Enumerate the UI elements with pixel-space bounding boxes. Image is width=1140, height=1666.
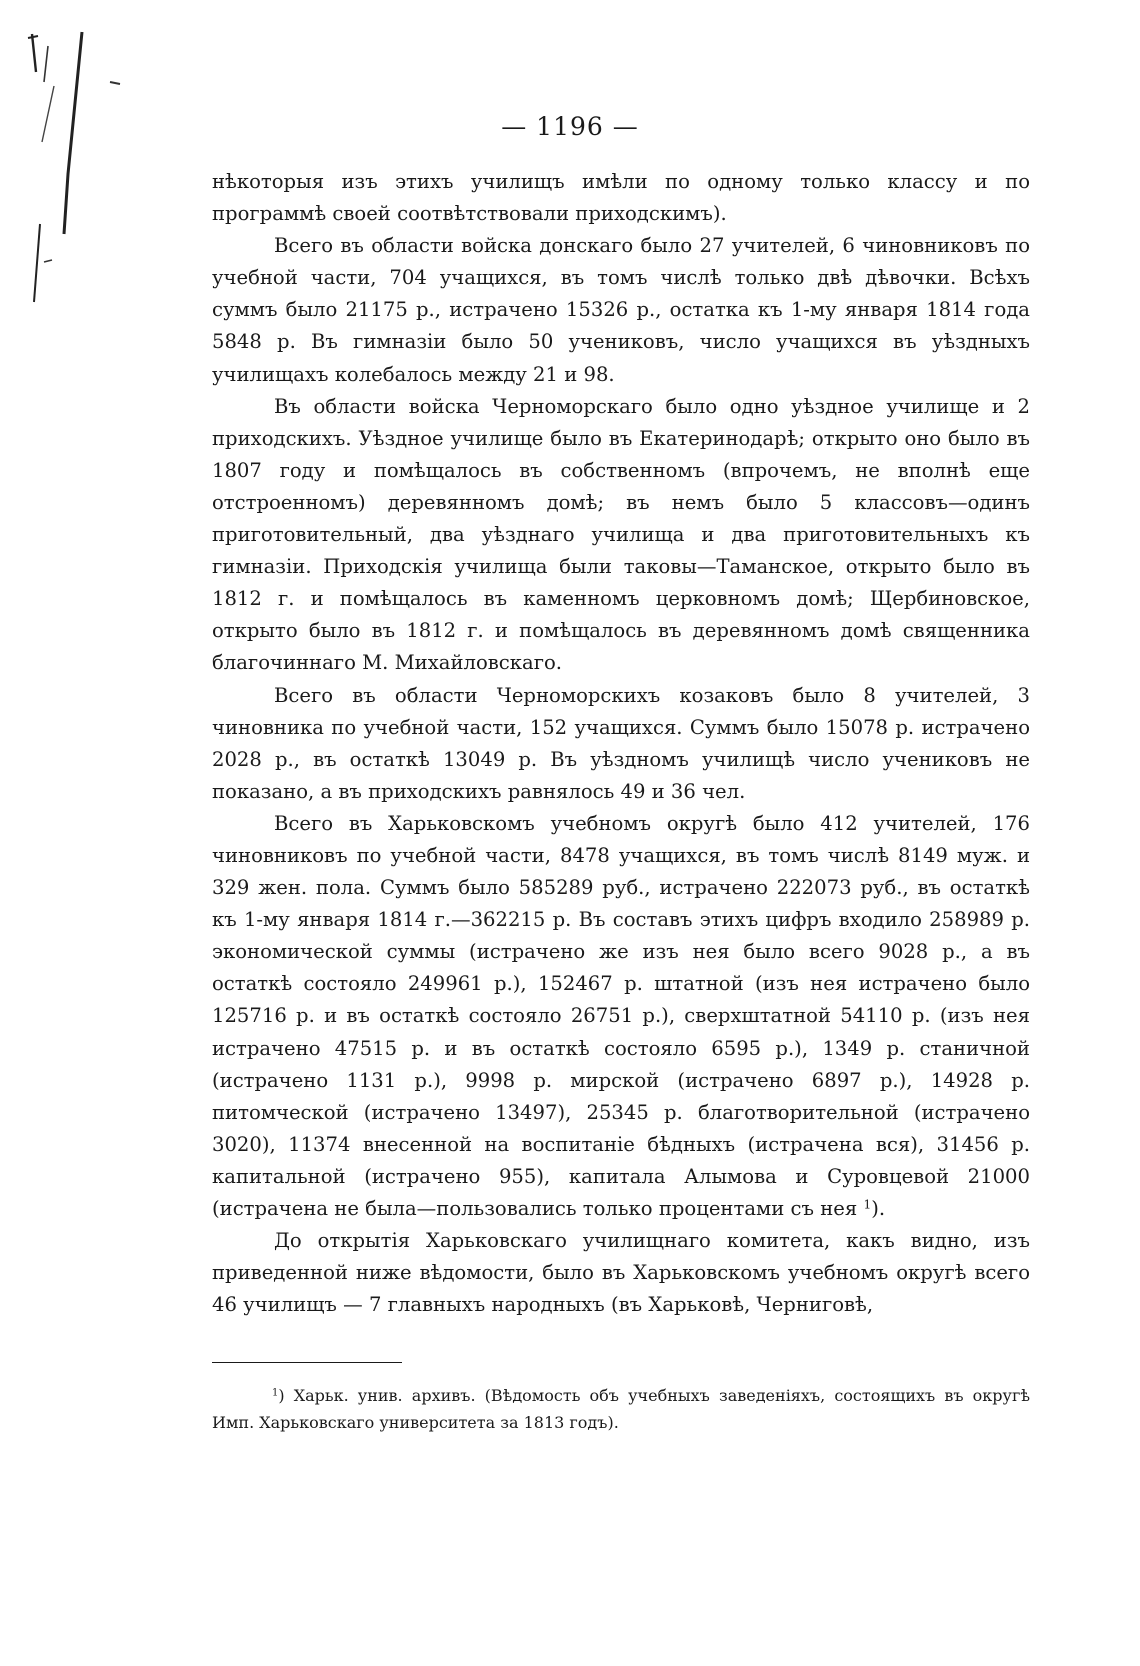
paragraph: Всего въ области войска донскаго было 27 учителей, 6 чиновниковъ по учебной части, 704 учащихся, въ томъ числѣ только двѣ дѣвочки. Всѣхъ суммъ было 21175 р., истрачено 15326 р., остатка къ 1-му января 1814 года 5848 р. Въ гимназіи было 50 учениковъ, число учащихся въ уѣздныхъ училищахъ колебалось между 21 и 98. bbox=[212, 234, 1030, 386]
margin-pencil-marks bbox=[24, 24, 134, 324]
footnote bbox=[212, 1382, 1030, 1436]
paragraph: Всего въ области Черноморскихъ козаковъ было 8 учителей, 3 чиновника по учебной части, 152 учащихся. Суммъ было 15078 р. истрачено 2028 р., въ остаткѣ 13049 р. Въ уѣздномъ училищѣ число учениковъ не показано, а въ приходскихъ равнялось 49 и 36 чел. bbox=[212, 683, 1030, 803]
paragraph: До открытія Харьковскаго училищнаго комитета, какъ видно, изъ приведенной ниже вѣдомости, было въ Харьковскомъ учебномъ округѣ всего 46 училищъ — 7 главныхъ народныхъ (въ Харьковѣ, Черниговѣ, bbox=[212, 1229, 1030, 1317]
footnote-text: ) Харьк. унив. архивъ. (Вѣдомость объ учебныхъ заведеніяхъ, состоящихъ въ округѣ Имп. Харьковскаго университета за 1813 годъ). bbox=[212, 1386, 1030, 1432]
footnote-body bbox=[212, 1382, 1030, 1436]
paragraph-text: Всего въ Харьковскомъ учебномъ округѣ было 412 учителей, 176 чиновниковъ по учебной части, 8478 учащихся, въ томъ числѣ 8149 муж. и 329 жен. пола. Суммъ было 585289 руб., истрачено 222073 руб., въ остаткѣ къ 1-му января 1814 г.—362215 р. Въ составъ этихъ цифръ входило 258989 р. экономической суммы (истрачено же изъ нея было всего 9028 р., а въ остаткѣ состояло 249961 р.), 152467 р. штатной (изъ нея истрачено было 125716 р. и въ остаткѣ состояло 26751 р.), сверхштатной 54110 р. (изъ нея истрачено 47515 р. и въ остаткѣ состояло 6595 р.), 1349 р. станичной (истрачено 1131 р.), 9998 р. мирской (истрачено 6897 р.), 14928 р. питомческой (истрачено 13497), 25345 р. благотворительной (истрачено 3020), 11374 внесенной на воспитаніе бѣдныхъ (истрачена вся), 31456 р. капитальной (истрачено 955), капитала Алымова и Суровцевой 21000 (истрачена не была—пользовались только процентами съ нея bbox=[212, 811, 1030, 1220]
page-number: — 1196 — bbox=[501, 112, 639, 141]
paragraph-tail: ). bbox=[871, 1197, 886, 1220]
footnote-divider bbox=[212, 1362, 402, 1363]
paragraph-with-footnote bbox=[212, 808, 1030, 1225]
body-text bbox=[212, 166, 1030, 1321]
footnote-marker: 1 bbox=[272, 1387, 279, 1399]
paragraph: нѣкоторыя изъ этихъ училищъ имѣли по одному только классу и по программѣ своей соотвѣтствовали приходскимъ). bbox=[212, 170, 1030, 226]
footnote-reference[interactable]: 1 bbox=[863, 1197, 872, 1212]
paragraph: Въ области войска Черноморскаго было одно уѣздное училище и 2 приходскихъ. Уѣздное училище было въ Екатеринодарѣ; открыто оно было въ 1807 году и помѣщалось въ собственномъ (впрочемъ, не вполнѣ еще отстроенномъ) деревянномъ домѣ; въ немъ было 5 классовъ—одинъ приготовительный, два уѣзднаго училища и два приготовительныхъ къ гимназіи. Приходскія училища были таковы—Таманское, открыто было въ 1812 г. и помѣщалось въ каменномъ церковномъ домѣ; Щербиновское, открыто было въ 1812 г. и помѣщалось въ деревянномъ домѣ священника благочиннаго М. Михайловскаго. bbox=[212, 394, 1030, 675]
